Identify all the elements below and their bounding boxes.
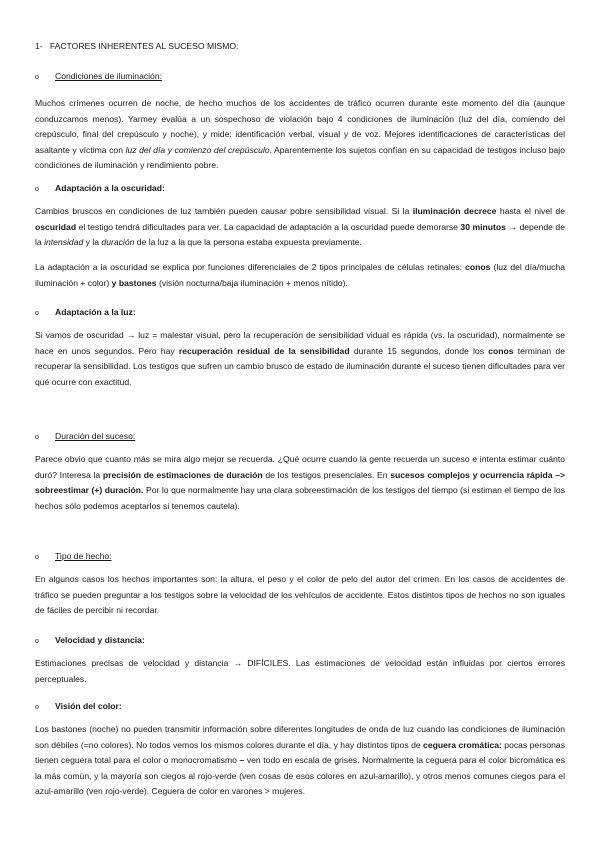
section-title-adaptacion-oscuridad [35,182,165,196]
text-run: (luz del día/mucha iluminación + color) [35,262,565,288]
section-title-tipo-hecho [35,550,112,564]
text-run: de los testigos presenciales. En [262,469,391,480]
text-run: el testigo tendrá dificultades para ver. La capacidad de adaptación a la oscuridad puede demorarse [76,221,461,232]
text-run: ven todo en escala de grises. Normalmente la ceguera para el color bicromática es la más común, y la mayoría son ciegos al rojo-verde (ven cosas de esos colores en azul-amarillo), y otros menos comunes ciegos para el azul-amarillo (ven rojo-verde). Ceguera de color en varones > mujeres. [35,755,565,796]
section-paragraph [35,260,565,291]
text-run: Estimaciones precisas de velocidad y distancia → DIFÍCILES. Las estimaciones de velocidad están influidas por ciertos errores perceptuales. [35,658,565,684]
section-title-duracion [35,430,135,444]
text-run: Si vamos de oscuridad → luz = malestar visual, pero la recuperación de sensibilidad vidual es rápida (vs. la oscuridad), normalmente se hace en unos segundos. Pero hay [35,330,565,356]
section-title: Duración del suceso: [55,431,136,441]
text-run: iluminación decrece [412,206,497,216]
section-title: Visión del color: [55,701,122,711]
text-run: (visión nocturna/baja iluminación + menos nítido). [156,277,348,288]
bullet-icon: o [35,704,39,711]
bullet-icon: o [35,74,39,81]
section-paragraph [35,452,565,514]
text-run: precisión de estimaciones de duración [102,469,263,480]
text-run: y la [83,237,102,247]
section-title-velocidad [35,634,145,648]
text-run: La adaptación a la oscuridad se explica por funciones diferenciales de 2 tipos principales de células retinales: [35,262,466,272]
text-run: 30 minutos [460,221,506,232]
section-title: Velocidad y distancia: [55,635,145,645]
text-run: Muchos crímenes ocurren de noche, de hecho muchos de los accidentes de tráfico ocurren durante este momento del día (aunque conduzcamos menos). Yarmey evalúa a un sospechoso de violación bajo 4 condiciones de iluminación (luz del día, comiendo del crepúsculo, final del crepúsculo y noche), y mide: identificación verbal, visual y de voz. Mejores identificaciones de características del asaltante y víctima con [35,98,565,155]
bullet-icon: o [35,638,39,645]
text-run: durante 15 segundos, donde los [349,345,489,356]
text-run: ceguera cromática: [423,739,502,750]
section-title-adaptacion-luz [35,306,136,320]
text-run: Los bastones (noche) no pueden transmitir información sobre diferentes longitudes de onda de luz cuando las condiciones de iluminación son débiles (=no colores). No todos vemos los mismos colores durante el día, y hay distintos tipos de [35,724,565,750]
text-run: En algunos casos los hechos importantes son: la altura, el peso y el color de pelo del autor del crimen. En los casos de accidentes de tráfico se pueden preguntar a los testigos sobre la velocidad de los vehículos de accidente. Estos distintos tipos de hechos no son iguales de fáciles de percibir ni recordar. [35,574,565,615]
text-run: Parece obvio que cuanto más se mira algo mejor se recuerda. ¿Qué ocurre cuando la gente recuerda un suceso e intenta estimar cuánto duró? Interesa la [35,454,565,480]
section-paragraph [35,328,565,390]
text-run: Por lo que normalmente hay una clara sobreestimación de los testigos del tiempo (si estiman el tiempo de los hechos sólo podemos aceptarlos si tenemos cautela). [35,485,566,511]
section-paragraph [35,572,565,619]
text-run: intensidad [44,237,84,247]
heading-title: FACTORES INHERENTES AL SUCESO MISMO: [49,41,239,51]
section-paragraph [35,204,565,251]
bullet-icon: o [35,434,39,441]
heading-number: 1- [35,41,43,51]
section-paragraph [35,656,565,687]
section-title: Adaptación a la luz: [55,307,136,317]
section-title: Tipo de hecho: [55,551,112,561]
text-run: conos [488,345,514,356]
text-run: oscuridad [35,221,77,232]
text-run: luz del día y comienzo del crepúsculo [125,144,270,155]
text-run: Cambios bruscos en condiciones de luz también pueden causar pobre sensibilidad visual. Si la [35,206,413,216]
text-run: hasta el nivel de [496,206,565,216]
text-run: duración [101,237,135,247]
text-run: . Aparentemente los sujetos confían en su capacidad de testigos incluso bajo condiciones de iluminación y rendimiento pobre. [35,144,565,170]
main-heading [35,40,238,52]
section-title-iluminacion [35,70,162,84]
section-paragraph [35,96,565,174]
text-run: sucesos complejos y ocurrencia rápida –> sobreestimar (+) duración. [35,469,565,495]
text-run: pocas personas tienen ceguera total para el color o monocromatismo [35,739,565,765]
section-paragraph [35,722,565,800]
section-title-vision-color [35,700,122,714]
bullet-icon: o [35,186,39,193]
bullet-icon: o [35,310,39,317]
text-run: terminan de recuperar la sensibilidad. Los testigos que sufren un cambio brusco de estado de iluminación durante el suceso tienen dificultades para ver qué ocurre con exactitud. [35,345,565,387]
text-run: de la luz a la que la persona estaba expuesta previamente. [134,237,362,247]
text-run: conos [465,262,491,272]
section-title: Adaptación a la oscuridad: [55,183,165,193]
bullet-icon: o [35,554,39,561]
text-run: – [239,755,245,765]
section-title: Condiciones de iluminación: [55,71,163,81]
text-run: → depende de la [35,221,565,247]
text-run: y bastones [111,277,157,288]
text-run: recuperación residual de la sensibilidad [178,345,350,356]
